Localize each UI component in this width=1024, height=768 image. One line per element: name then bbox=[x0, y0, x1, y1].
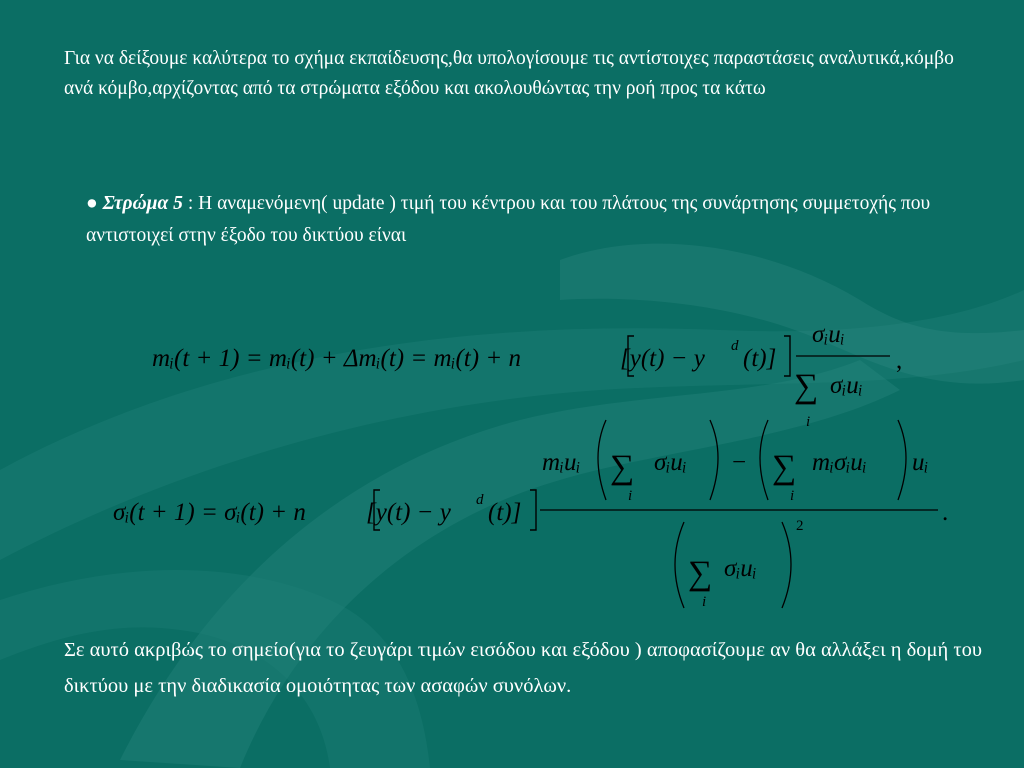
eq2-error-term: [y(t) − y bbox=[366, 499, 451, 526]
eq2-right-paren-2 bbox=[898, 420, 906, 500]
eq2-minus: − bbox=[732, 449, 747, 476]
eq1-comma: , bbox=[896, 347, 903, 374]
eq2-numerator-factor: mᵢuᵢ bbox=[542, 449, 581, 476]
eq2-den-left-paren bbox=[675, 522, 684, 608]
eq2-period: . bbox=[942, 499, 949, 526]
eq2-den-exponent: 2 bbox=[796, 518, 804, 534]
bullet-marker: ● bbox=[86, 193, 98, 214]
eq1-sum-index: i bbox=[806, 414, 811, 430]
eq1-right-bracket bbox=[784, 336, 790, 376]
eq2-sum2-index: i bbox=[790, 488, 795, 504]
bullet-title: Στρώμα 5 bbox=[102, 193, 183, 214]
eq2-lhs: σᵢ(t + 1) = σᵢ(t) + n bbox=[113, 499, 306, 526]
eq2-right-bracket bbox=[530, 490, 536, 530]
eq1-lhs: mᵢ(t + 1) = mᵢ(t) + Δmᵢ(t) = mᵢ(t) + n bbox=[152, 345, 521, 372]
eq1-error-term-end: (t)] bbox=[743, 345, 777, 372]
eq2-den-sum-index: i bbox=[702, 594, 707, 610]
eq2-sum1-index: i bbox=[628, 488, 633, 504]
intro-paragraph: Για να δείξουμε καλύτερα το σχήμα εκπαίδευσης,θα υπολογίσουμε τις αντίστοιχες παραστάσεις αναλυτικά,κόμβο ανά κόμβο,αρχίζοντας από τα στρώματα εξόδου και ακολουθώντας την ροή προς τα κάτω bbox=[64, 48, 954, 99]
eq2-sum1-term: σᵢuᵢ bbox=[654, 449, 687, 476]
eq2-sum2-term: mᵢσᵢuᵢ bbox=[812, 449, 867, 476]
bullet-text: Η αναμενόμενη( update ) τιμή του κέντρου και του πλάτους της συνάρτησης συμμετοχής που αντιστοιχεί στην έξοδο του δικτύου είναι bbox=[86, 193, 931, 246]
eq2-left-paren-1 bbox=[598, 420, 606, 500]
eq1-error-term: [y(t) − y bbox=[620, 345, 705, 372]
eq2-right-paren-1 bbox=[710, 420, 718, 500]
eq1-sum-symbol: ∑ bbox=[794, 368, 819, 405]
eq2-den-right-paren bbox=[782, 522, 791, 608]
bullet-colon: : bbox=[182, 193, 194, 214]
eq2-sum2-symbol: ∑ bbox=[772, 449, 797, 486]
eq2-numerator-tail: uᵢ bbox=[912, 449, 929, 476]
eq1-denominator: σᵢuᵢ bbox=[830, 372, 863, 399]
eq2-den-sum-symbol: ∑ bbox=[688, 555, 713, 592]
eq2-left-paren-2 bbox=[760, 420, 768, 500]
equation-width-update bbox=[113, 420, 948, 610]
eq2-den-term: σᵢuᵢ bbox=[724, 555, 757, 582]
closing-paragraph: Σε αυτό ακριβώς το σημείο(για το ζευγάρι τιμών εισόδου και εξόδου ) αποφασίζουμε αν θα αλλάξει η δομή του δικτύου με την διαδικασία ομοιότητας των ασαφών συνόλων. bbox=[64, 639, 982, 697]
eq2-sum1-symbol: ∑ bbox=[610, 449, 635, 486]
eq1-superscript-d: d bbox=[731, 338, 739, 354]
eq2-error-term-end: (t)] bbox=[488, 499, 522, 526]
eq2-superscript-d: d bbox=[476, 492, 484, 508]
eq1-numerator: σᵢuᵢ bbox=[812, 321, 845, 348]
